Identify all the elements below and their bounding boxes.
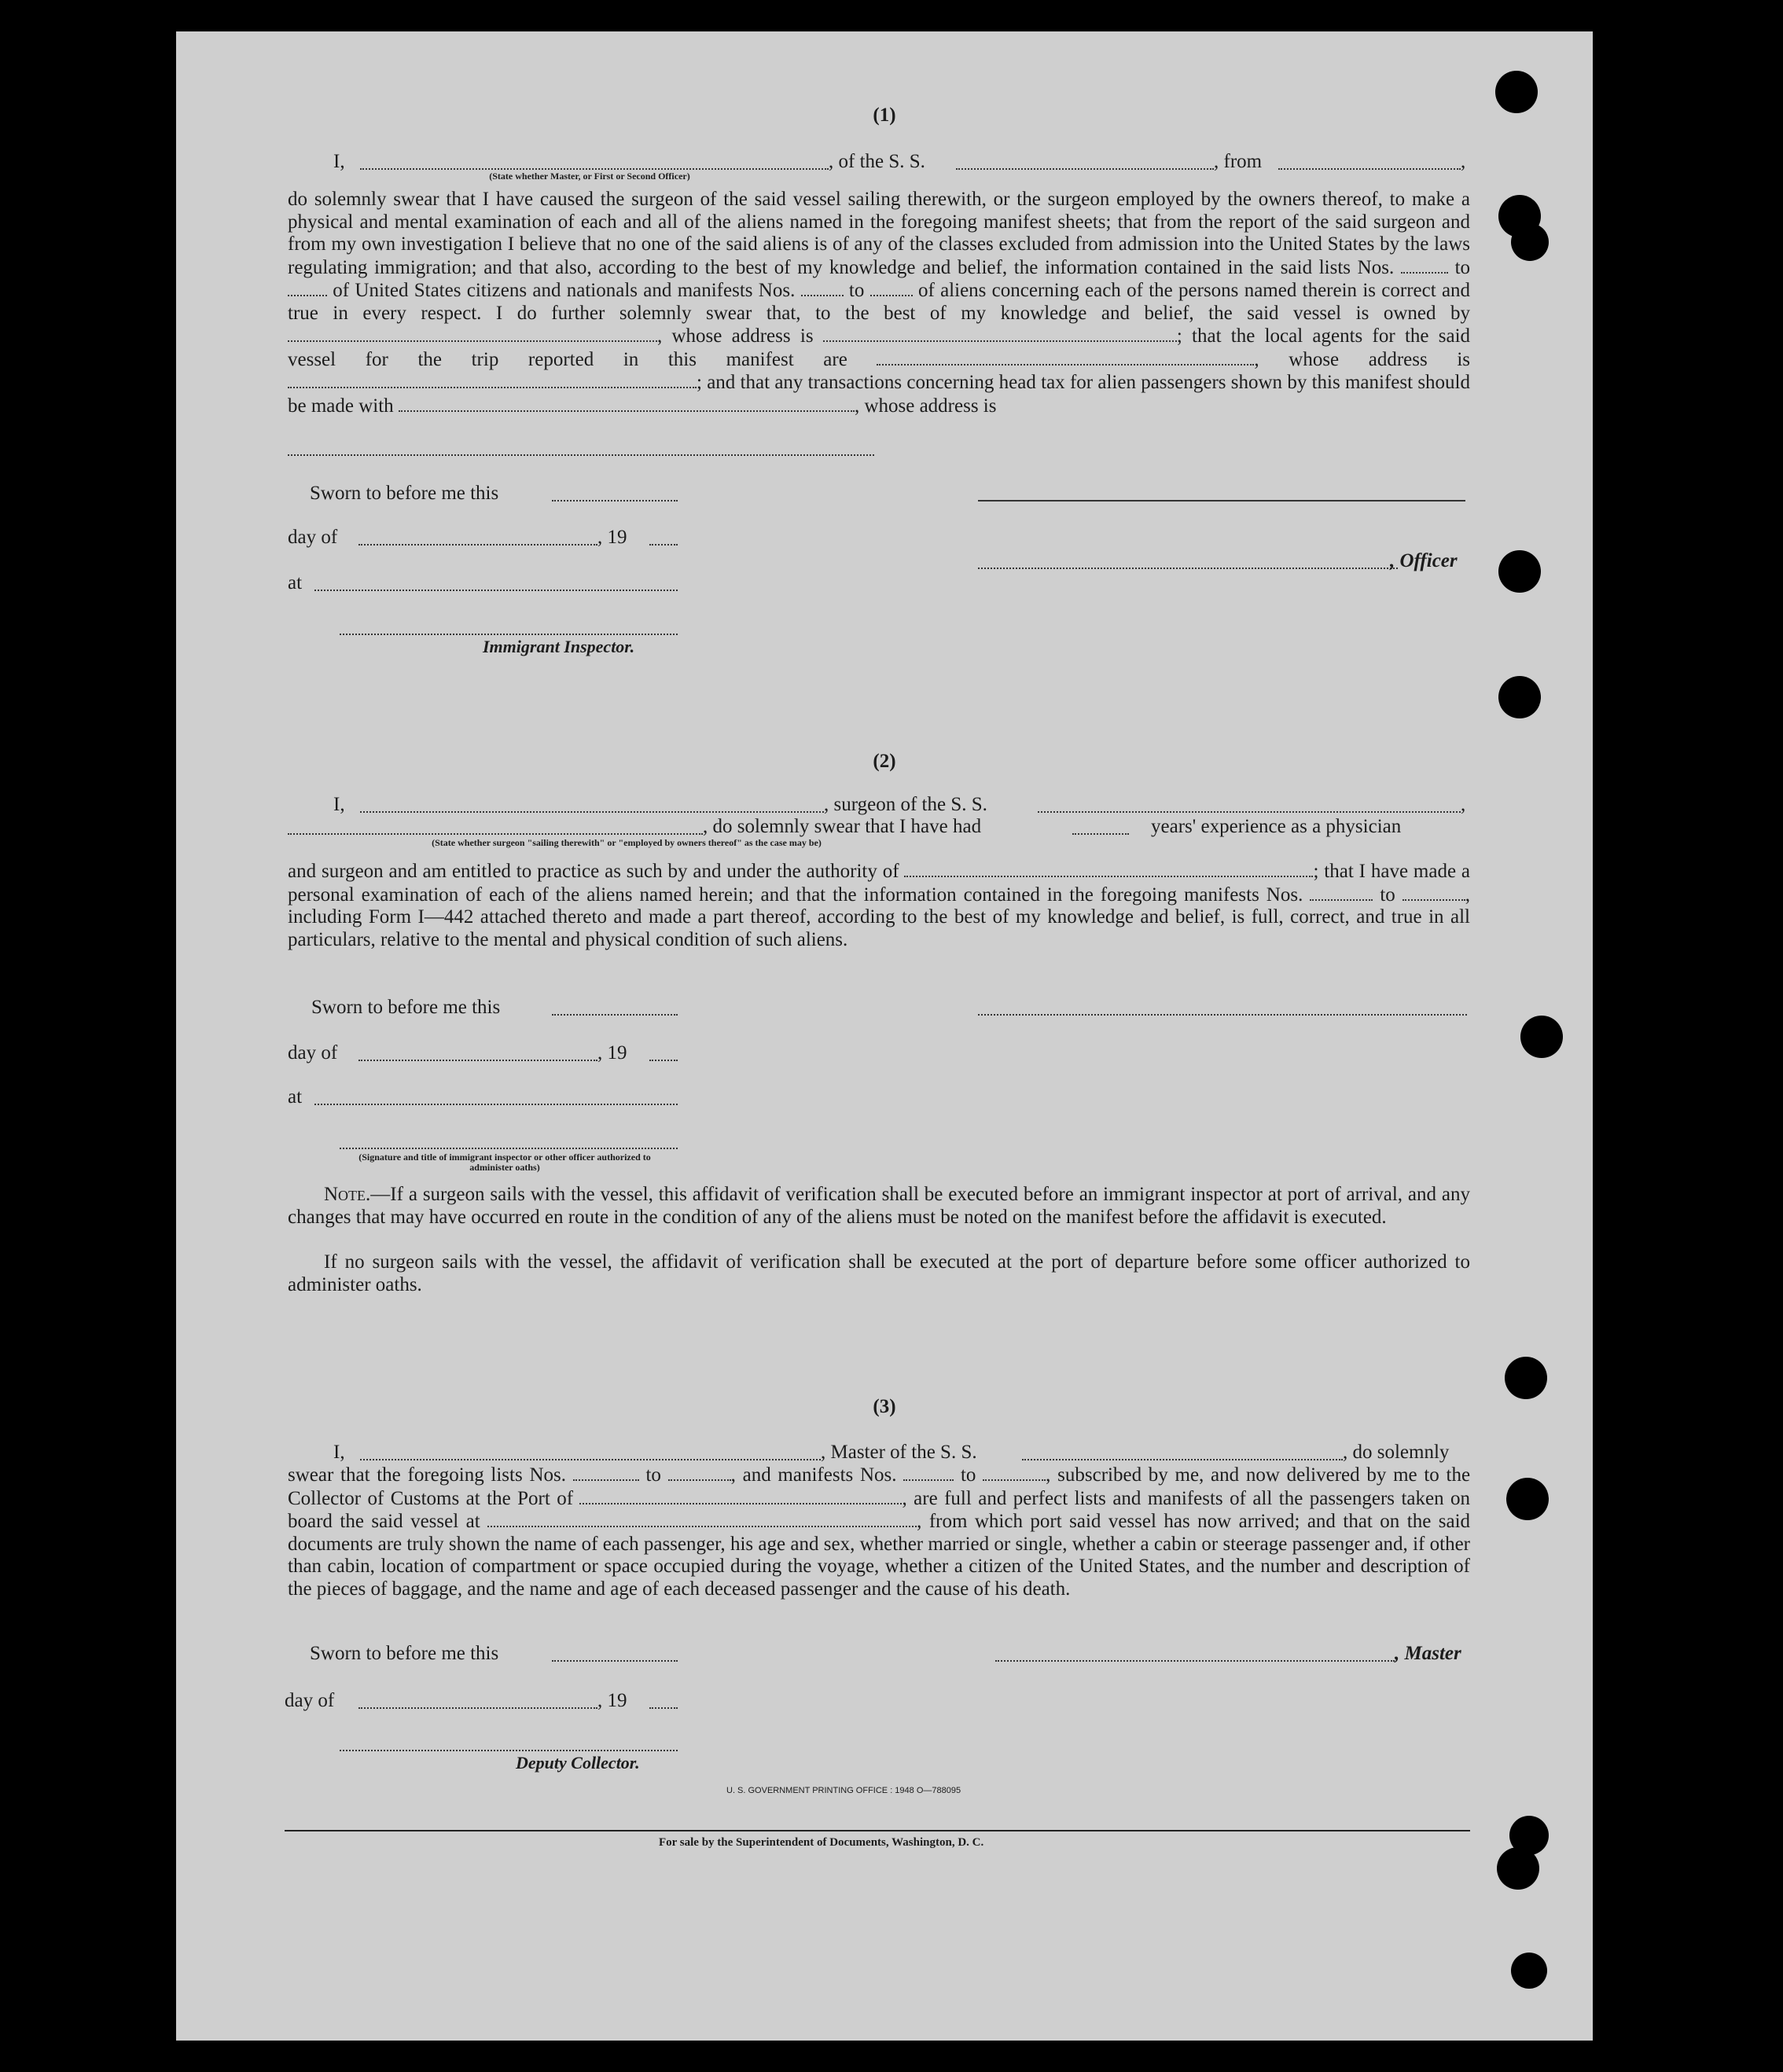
s2-manifests-from-blank[interactable] bbox=[1310, 884, 1373, 901]
s2-day-of: day of bbox=[288, 1042, 338, 1064]
s1-at: at bbox=[288, 572, 303, 593]
s3-subscribed: , subscribed by me, and now delivered by me to the Collector of Customs at the Port of bbox=[288, 1464, 1471, 1509]
s1-end: , bbox=[1461, 151, 1466, 172]
printing-office-imprint: U. S. GOVERNMENT PRINTING OFFICE : 1948 O—788095 bbox=[726, 1786, 961, 1795]
s3-day-blank[interactable] bbox=[358, 1707, 597, 1709]
s3-and-manifests: , and manifests Nos. bbox=[730, 1464, 897, 1486]
s1-owner-blank[interactable] bbox=[288, 325, 657, 342]
s2-swear: , do solemnly swear that I have had bbox=[703, 816, 982, 837]
punch-hole bbox=[1520, 1016, 1563, 1058]
section-1-number: (1) bbox=[873, 105, 896, 126]
s2-surgeon-type-blank[interactable] bbox=[288, 833, 703, 835]
s1-vessel-blank[interactable] bbox=[956, 168, 1214, 170]
s3-vessel-blank[interactable] bbox=[1022, 1459, 1343, 1460]
s2-signature-note: (Signature and title of immigrant inspector or other officer authorized to administer oaths) bbox=[358, 1152, 651, 1173]
s1-officer-blank[interactable] bbox=[360, 168, 829, 170]
s2-surgeon-of: , surgeon of the S. S. bbox=[824, 794, 987, 815]
s3-lists-to-blank[interactable] bbox=[668, 1464, 731, 1481]
s1-day-blank[interactable] bbox=[358, 544, 597, 546]
s3-para-a: swear that the foregoing lists Nos. bbox=[288, 1464, 566, 1486]
s1-to-2: to bbox=[848, 280, 865, 301]
s1-whose-address: , whose address is bbox=[657, 325, 814, 347]
s3-year-blank[interactable] bbox=[649, 1707, 678, 1709]
s3-port-departure-blank[interactable] bbox=[487, 1510, 917, 1527]
s2-year-blank[interactable] bbox=[649, 1060, 678, 1061]
s2-para-c: , including Form I—442 attached thereto and made a part thereof, according to the best of my knowledge and belief, is full, correct, and true in all particulars, relative to the mental and physical condition of such aliens. bbox=[288, 884, 1471, 950]
punch-hole bbox=[1511, 223, 1549, 261]
s1-year: , 19 bbox=[597, 527, 627, 548]
section-2-number: (2) bbox=[873, 751, 896, 772]
punch-hole bbox=[1505, 1357, 1547, 1399]
section-3-number: (3) bbox=[873, 1396, 896, 1417]
s1-officer-signature-blank[interactable] bbox=[978, 500, 1465, 501]
s1-inspector-signature-blank[interactable] bbox=[340, 634, 678, 635]
s3-i: I, bbox=[333, 1442, 345, 1463]
s3-year: , 19 bbox=[597, 1690, 627, 1711]
s2-at-blank[interactable] bbox=[314, 1104, 678, 1105]
s1-from: , from bbox=[1214, 151, 1263, 172]
s2-note-label: Note. bbox=[324, 1184, 371, 1205]
for-sale-notice: For sale by the Superintendent of Documents, Washington, D. C. bbox=[659, 1836, 984, 1849]
s1-owner-address-blank[interactable] bbox=[823, 325, 1177, 342]
s2-sworn-blank[interactable] bbox=[552, 1014, 678, 1016]
s1-sworn-blank[interactable] bbox=[552, 500, 678, 501]
s2-day-blank[interactable] bbox=[358, 1060, 597, 1061]
punch-hole bbox=[1497, 1847, 1539, 1890]
s3-paragraph bbox=[288, 1464, 1470, 1600]
s2-inspector-signature-blank[interactable] bbox=[340, 1148, 678, 1149]
s2-paragraph bbox=[288, 860, 1470, 951]
s2-note-text: —If a surgeon sails with the vessel, this affidavit of verification shall be executed before an immigrant inspector at port of arrival, and any changes that may have occurred en route in the condition of any of the aliens must be noted on the manifest before the affidavit is executed. bbox=[288, 1184, 1470, 1228]
s1-inspector-label: Immigrant Inspector. bbox=[483, 637, 635, 656]
s2-i: I, bbox=[333, 794, 345, 815]
s1-head-tax: ; and that any transactions concerning head tax for alien passengers shown by this manifest should be made with bbox=[288, 372, 1470, 417]
s3-sworn-blank[interactable] bbox=[552, 1660, 678, 1662]
s2-note bbox=[288, 1184, 1470, 1229]
s2-semicolon: ; bbox=[1313, 861, 1319, 882]
s2-para-b: that I have made a personal examination of each of the aliens named herein; and that the information contained in the foregoing manifests Nos. bbox=[288, 861, 1471, 906]
s2-note-2 bbox=[288, 1251, 1470, 1296]
s1-head-tax-address-blank[interactable] bbox=[288, 454, 874, 456]
s1-year-blank[interactable] bbox=[649, 544, 678, 546]
s1-paragraph bbox=[288, 189, 1470, 417]
s1-comma: , bbox=[1254, 348, 1259, 370]
s1-at-blank[interactable] bbox=[314, 590, 678, 591]
s1-agents: that the local agents for the said vessel for the trip reported in this manifest are bbox=[288, 325, 1471, 370]
s3-master-name-blank[interactable] bbox=[360, 1459, 821, 1460]
s2-sworn: Sworn to before me this bbox=[311, 997, 501, 1018]
s1-lists-from-blank[interactable] bbox=[1401, 256, 1448, 274]
s1-manifests-from-blank[interactable] bbox=[801, 279, 844, 296]
footer-rule bbox=[285, 1830, 1470, 1831]
s3-lists-from-blank[interactable] bbox=[573, 1464, 639, 1481]
s1-officer-label: , Officer bbox=[1390, 550, 1458, 571]
punch-hole bbox=[1498, 676, 1541, 718]
s2-note-text-2: If no surgeon sails with the vessel, the affidavit of verification shall be executed at the port of departure before some officer authorized to administer oaths. bbox=[288, 1251, 1470, 1295]
s2-surgeon-name-blank[interactable] bbox=[360, 811, 824, 813]
s1-of-ss: , of the S. S. bbox=[829, 151, 925, 172]
s1-para-a: do solemnly swear that I have caused the surgeon of the said vessel sailing therewith, or the surgeon employed by the owners thereof, to make a physical and mental examination of each and all of the aliens named in the foregoing manifest sheets; that from the report of the said surgeon and from my own investigation I believe that no one of the said aliens is of any of the classes excluded from admission into the United States by the laws regulating immigration; and that also, according to the best of my knowledge and belief, the information contained in the said lists Nos. bbox=[288, 189, 1470, 278]
s3-port-blank[interactable] bbox=[579, 1487, 902, 1504]
s1-head-tax-blank[interactable] bbox=[399, 395, 855, 412]
s2-surgeon-note: (State whether surgeon "sailing therewith" or "employed by owners thereof" as the case may be) bbox=[432, 837, 822, 848]
s2-year: , 19 bbox=[597, 1042, 627, 1064]
s3-manifests-to-blank[interactable] bbox=[983, 1464, 1046, 1481]
s1-sworn: Sworn to before me this bbox=[310, 483, 499, 504]
s3-master-of: , Master of the S. S. bbox=[821, 1442, 977, 1463]
s3-to-1: to bbox=[645, 1464, 661, 1486]
punch-hole bbox=[1506, 1478, 1549, 1520]
s2-para-a: and surgeon and am entitled to practice as such by and under the authority of bbox=[288, 861, 899, 882]
s2-to: to bbox=[1380, 884, 1395, 906]
s1-manifests-to-blank[interactable] bbox=[870, 279, 913, 296]
s1-i: I, bbox=[333, 151, 345, 172]
s1-to-1: to bbox=[1454, 256, 1471, 278]
s2-end-comma: , bbox=[1461, 794, 1466, 815]
s2-at: at bbox=[288, 1086, 303, 1108]
s3-deputy-label: Deputy Collector. bbox=[516, 1753, 640, 1773]
s1-from-blank[interactable] bbox=[1278, 168, 1461, 170]
s2-vessel-blank[interactable] bbox=[1038, 811, 1461, 813]
s1-lists-to-blank[interactable] bbox=[288, 279, 327, 296]
s1-day-of: day of bbox=[288, 527, 338, 548]
s1-officer-note: (State whether Master, or First or Second Officer) bbox=[489, 171, 690, 182]
s1-whose-address-3: , whose address is bbox=[854, 395, 997, 417]
s2-years-blank[interactable] bbox=[1072, 833, 1129, 835]
punch-hole bbox=[1511, 1953, 1547, 1989]
s1-para-c: of aliens concerning each of the persons named therein is correct and true in every respect. I do further solemnly swear that, to the best of my knowledge and belief, the said vessel is owned by bbox=[288, 280, 1471, 324]
punch-hole bbox=[1498, 550, 1541, 593]
s3-to-2: to bbox=[960, 1464, 976, 1486]
s2-manifests-to-blank[interactable] bbox=[1403, 884, 1465, 901]
s2-years: years' experience as a physician bbox=[1151, 816, 1402, 837]
s1-agents-address-blank[interactable] bbox=[288, 371, 697, 388]
s1-para-b: of United States citizens and nationals and manifests Nos. bbox=[333, 280, 796, 301]
s3-do-solemnly: , do solemnly bbox=[1343, 1442, 1450, 1463]
s3-master-signature-blank[interactable] bbox=[995, 1660, 1395, 1662]
s3-deputy-signature-blank[interactable] bbox=[340, 1750, 678, 1751]
s2-authority-blank[interactable] bbox=[904, 860, 1313, 877]
s3-master-label: , Master bbox=[1395, 1643, 1461, 1664]
s3-manifests-from-blank[interactable] bbox=[903, 1464, 954, 1481]
s1-officer-name-blank[interactable] bbox=[978, 568, 1398, 569]
s1-semicolon: ; bbox=[1176, 325, 1182, 347]
s3-day-of: day of bbox=[285, 1690, 335, 1711]
s3-are-full: , are full and perfect lists and manifests of all the passengers taken on board the said vessel at bbox=[288, 1487, 1471, 1532]
s2-signature-blank[interactable] bbox=[978, 1014, 1467, 1016]
s3-sworn: Sworn to before me this bbox=[310, 1643, 499, 1664]
s1-agents-blank[interactable] bbox=[877, 348, 1254, 366]
s1-whose-address-2: whose address is bbox=[1289, 348, 1471, 370]
s3-from-which: , from which port said vessel has now arrived; and that on the said documents are truly shown the name of each passenger, his age and sex, whether married or single, whether a cabin or steerage passenger and, if other than cabin, location of compartment or space occupied during the voyage, whether a citizen of the United States, and the number and description of the pieces of baggage, and the name and age of each deceased passenger and the cause of his death. bbox=[288, 1511, 1471, 1600]
